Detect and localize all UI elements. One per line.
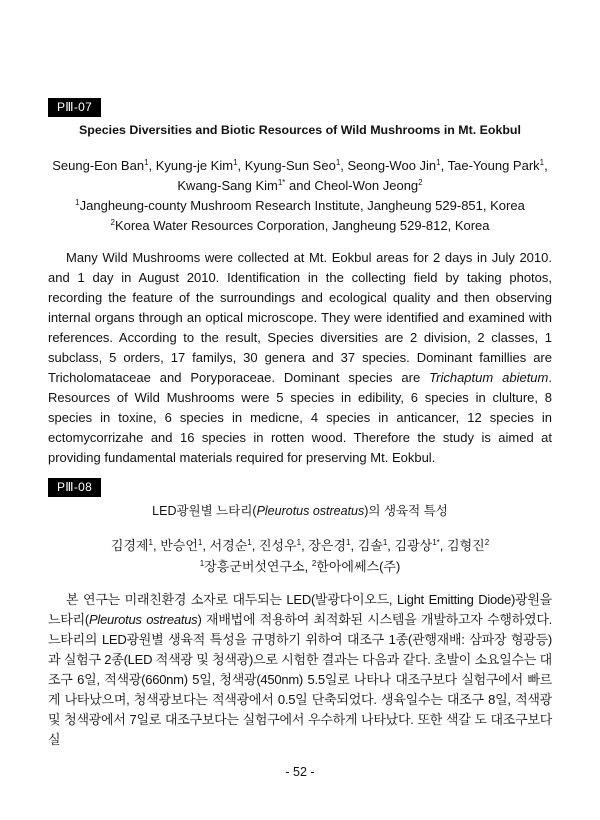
author-affiliation-mark: 1* [432, 538, 440, 547]
author-name: Kwang-Sang Kim [177, 178, 278, 193]
author-affiliation-mark: 2 [418, 178, 423, 187]
affiliation: $^2$Korea Water Resources Corporation, Jangheung 529-812, Korea [110, 218, 490, 233]
affiliation: $^1$장흥군버섯연구소, $^2$한아에쎄스(주) [199, 559, 401, 574]
author-name: 김솔 [357, 538, 383, 553]
author-line: Seung-Eon Ban$^1$, Kyung-je Kim$^1$, Kyung-Sun Seo$^1$, Seong-Woo Jin$^1$, Tae-Young Park$^1$, [52, 158, 548, 173]
author-name: 장은경 [308, 538, 347, 553]
entry-code-badge: PⅢ-08 [48, 478, 101, 497]
abstract: Many Wild Mushrooms were collected at Mt. Eokbul areas for 2 days in July 2010. and 1 day in August 2010. Identification in the collecting field by taking photos, recording the feature of the surroundings and ecological quality and then observing internal organs through an optical microscope. They were identified and examined with references. According to the result, Species diversities are 2 division, 2 classes, 1 subclass, 5 orders, 17 familys, 30 genera and 37 species. Dominant famillies are Tricholomataceae and Poryporaceae. Dominant species are Trichaptum abietum. Resources of Wild Mushrooms were 5 species in edibility, 6 species in clulture, 8 species in toxine, 6 species in medicne, 4 species in anticancer, 12 species in ectomycorrizahe and 16 species in rotten wood. Therefore the study is aimed at providing fundamental materials required for preserving Mt. Eokbul. [48, 250, 552, 465]
author-affiliation-mark: 1* [277, 178, 286, 187]
author-name: Seung-Eon Ban [52, 158, 145, 173]
author-name: Cheol-Won Jeong [314, 178, 419, 193]
author-affiliation-mark: 1 [197, 538, 203, 547]
author-name: 김광상 [394, 538, 433, 553]
author-affiliation-mark: 1 [148, 538, 153, 547]
author-affiliation-mark: 1 [233, 158, 238, 167]
author-affiliation-mark: 1 [296, 538, 302, 547]
author-affiliation-mark: 1 [346, 538, 351, 547]
author-affiliation-mark: 1 [382, 538, 388, 547]
author-name: Tae-Young Park [447, 158, 540, 173]
entry-title: Species Diversities and Biotic Resources of Wild Mushrooms in Mt. Eokbul [79, 123, 521, 137]
author-line: Kwang-Sang Kim$^{1*}$ and Cheol-Won Jeong$^2$ [177, 178, 423, 193]
species-name: Pleurotus ostreatus [256, 504, 365, 518]
author-name: 서경순 [209, 538, 248, 553]
entry-code-badge: PⅢ-07 [48, 98, 101, 117]
author-name: Kyung-Sun Seo [244, 158, 336, 173]
author-line: 김경제$^1$, 반승언$^1$, 서경순$^1$, 진성우$^1$, 장은경$^1$, 김솔$^1$, 김광상$^{1*}$, 김형진$^2$ [110, 538, 490, 553]
author-affiliation-mark: 1 [539, 158, 545, 167]
entry-title: LED광원별 느타리(Pleurotus ostreatus)의 생육적 특성 [152, 504, 448, 518]
species-name: Trichaptum abietum [429, 370, 549, 385]
author-affiliation-mark: 1 [144, 158, 149, 167]
author-affiliation-mark: 1 [436, 158, 441, 167]
author-affiliation-mark: 1 [247, 538, 252, 547]
abstract: 본 연구는 미래친환경 소자로 대두되는 LED(발광다이오드, Light Emitting Diode)광원을 느타리(Pleurotus ostreatus) 재배법에 적용하여 최적화된 시스템을 개발하고자 수행하였다. 느타리의 LED광원별 생육적 특성을 규명하기 위하여 대조구 1종(관행재배: 삼파장 형광등)과 실험구 2종(LED 적색광 및 청색광)으로 시험한 결과는 다음과 같다. 초발이 소요일수는 대조구 6일, 적색광(660nm) 5일, 청색광(450nm) 5.5일로 나타나 대조구보다 실험구에서 빠르게 나타났으며, 청색광보다는 적색광에서 0.5일 단축되었다. 생육일수는 대조구 8일, 적색광 및 청색광에서 7일로 대조구보다는 실험구에서 우수하게 나타났다. 또한 색갈 도 대조구보다 실 [48, 592, 552, 747]
author-affiliation-mark: 2 [484, 538, 490, 547]
author-name: Seong-Woo Jin [347, 158, 437, 173]
affiliation: $^1$Jangheung-county Mushroom Research Institute, Jangheung 529-851, Korea [75, 198, 525, 213]
author-name: 진성우 [258, 538, 297, 553]
species-name: Pleurotus ostreatus [89, 612, 198, 627]
page-number: - 52 - [285, 765, 315, 779]
author-name: 김경제 [110, 538, 149, 553]
author-name: 김형진 [447, 538, 485, 553]
author-name: 반승언 [160, 538, 198, 553]
author-name: Kyung-je Kim [155, 158, 234, 173]
author-affiliation-mark: 1 [335, 158, 341, 167]
